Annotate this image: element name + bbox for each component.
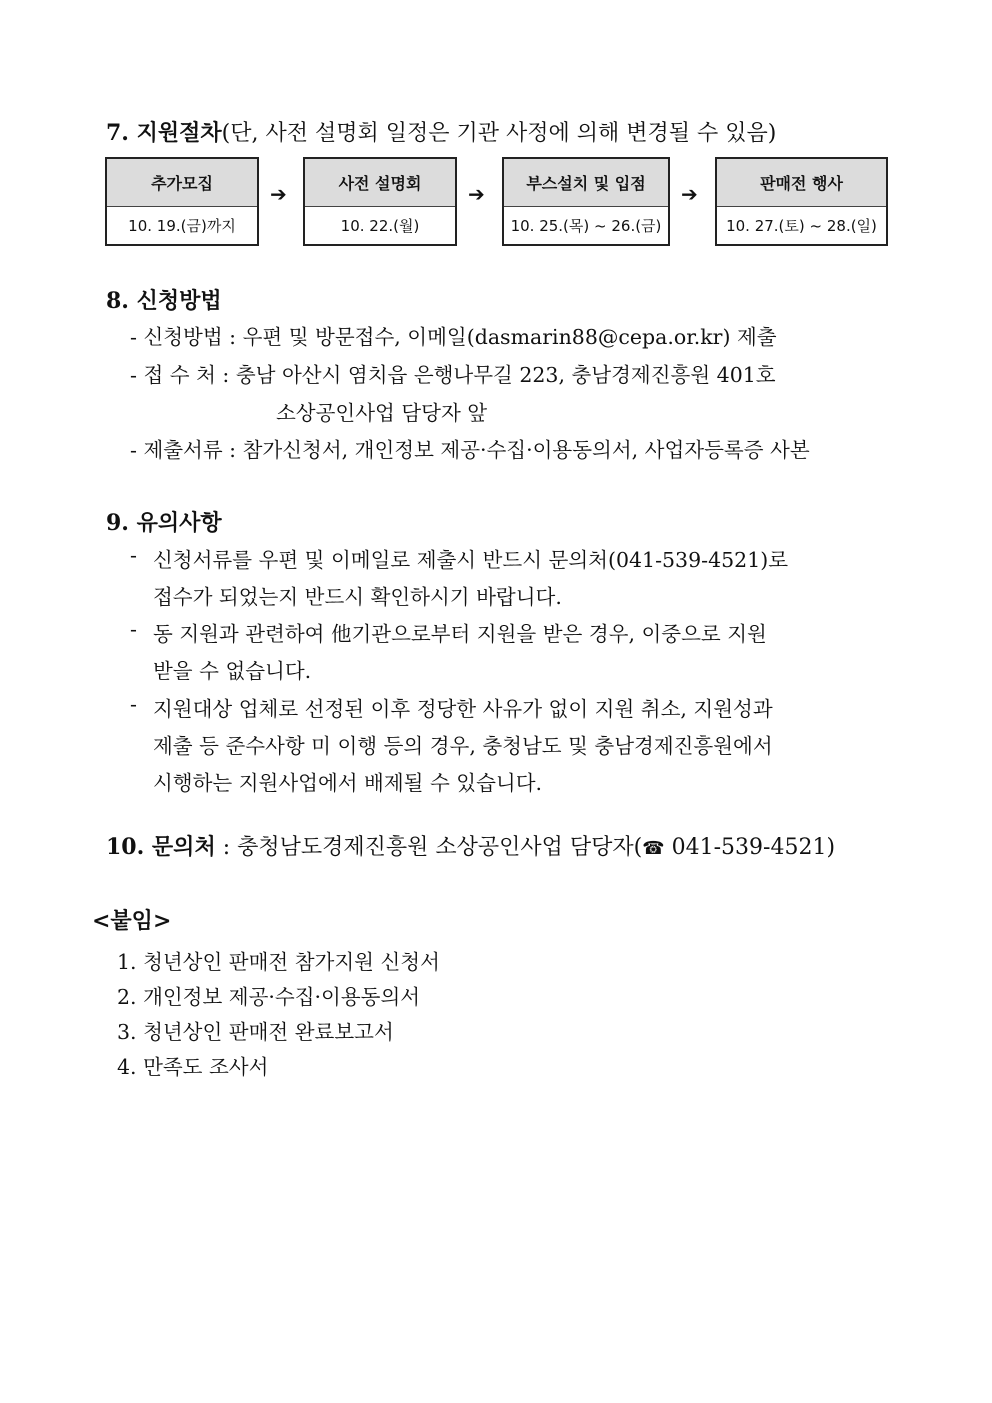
notice-item-3-line-3: 시행하는 지원사업에서 배제될 수 있습니다. xyxy=(153,771,543,795)
row-value: 충남 아산시 염치읍 은행나무길 223, 충남경제진흥원 401호 xyxy=(235,363,776,387)
notice-item-2-line-1: 동 지원과 관련하여 他기관으로부터 지원을 받은 경우, 이중으로 지원 xyxy=(153,622,767,646)
section-7-heading xyxy=(106,116,776,147)
section-8-title: 8. 신청방법 xyxy=(106,288,222,314)
flow-step-3 xyxy=(502,157,670,246)
flow-step-title: 부스설치 및 입점 xyxy=(504,159,668,207)
section-10-contact xyxy=(106,830,835,861)
row-value: 우편 및 방문접수, 이메일(dasmarin88@cepa.or.kr) 제출 xyxy=(242,325,777,349)
attachment-title: <붙임> xyxy=(92,908,172,934)
row-label: - 신청방법 : xyxy=(130,325,237,349)
notice-item-3-line-2: 제출 등 준수사항 미 이행 등의 경우, 충청남도 및 충남경제진흥원에서 xyxy=(153,734,773,758)
section-10-title: 10. 문의처 xyxy=(106,834,216,860)
arrow-right-icon: ➔ xyxy=(270,182,287,206)
dash-bullet: - xyxy=(130,617,137,641)
row-value: 참가신청서, 개인정보 제공·수집·이용동의서, 사업자등록증 사본 xyxy=(242,438,810,462)
phone-icon: ☎ xyxy=(642,838,665,859)
flow-step-2 xyxy=(303,157,457,246)
arrow-right-icon: ➔ xyxy=(681,182,698,206)
flow-step-1 xyxy=(105,157,259,246)
row-label: - 접 수 처 : xyxy=(130,363,230,387)
section-7-note: (단, 사전 설명회 일정은 기관 사정에 의해 변경될 수 있음) xyxy=(221,121,777,146)
flow-step-date: 10. 27.(토) ~ 28.(일) xyxy=(726,217,877,235)
attachment-item-2: 2. 개인정보 제공·수집·이용동의서 xyxy=(117,985,421,1009)
reception-row-continued: 소상공인사업 담당자 앞 xyxy=(276,401,488,425)
section-9-title: 9. 유의사항 xyxy=(106,510,222,536)
contact-separator: : xyxy=(215,835,238,860)
flow-step-title: 판매전 행사 xyxy=(717,159,886,207)
arrow-right-icon: ➔ xyxy=(468,182,485,206)
procedure-flow xyxy=(0,157,992,247)
apply-method-row xyxy=(130,320,777,350)
dash-bullet: - xyxy=(130,692,137,716)
contact-text: 충청남도경제진흥원 소상공인사업 담당자( xyxy=(237,835,643,860)
contact-phone: 041-539-4521) xyxy=(664,835,836,860)
notice-item-1-line-2: 접수가 되었는지 반드시 확인하시기 바랍니다. xyxy=(153,585,562,609)
reception-row xyxy=(130,358,776,388)
documents-row xyxy=(130,433,810,463)
notice-item-2-line-2: 받을 수 없습니다. xyxy=(153,659,312,683)
flow-step-title: 사전 설명회 xyxy=(305,159,455,207)
flow-step-date: 10. 25.(목) ~ 26.(금) xyxy=(510,217,662,235)
row-label: - 제출서류 : xyxy=(130,438,237,462)
attachment-item-4: 4. 만족도 조사서 xyxy=(117,1055,269,1079)
notice-item-3-line-1: 지원대상 업체로 선정된 이후 정당한 사유가 없이 지원 취소, 지원성과 xyxy=(153,697,773,721)
flow-step-4 xyxy=(715,157,888,246)
dash-bullet: - xyxy=(130,543,137,567)
flow-step-title: 추가모집 xyxy=(107,159,257,207)
flow-step-date: 10. 19.(금)까지 xyxy=(128,217,236,235)
notice-item-1-line-1: 신청서류를 우편 및 이메일로 제출시 반드시 문의처(041-539-4521)로 xyxy=(153,548,789,572)
section-7-title: 7. 지원절차 xyxy=(106,120,222,146)
attachment-item-3: 3. 청년상인 판매전 완료보고서 xyxy=(117,1020,394,1044)
flow-step-date: 10. 22.(월) xyxy=(340,217,420,235)
attachment-item-1: 1. 청년상인 판매전 참가지원 신청서 xyxy=(117,950,440,974)
